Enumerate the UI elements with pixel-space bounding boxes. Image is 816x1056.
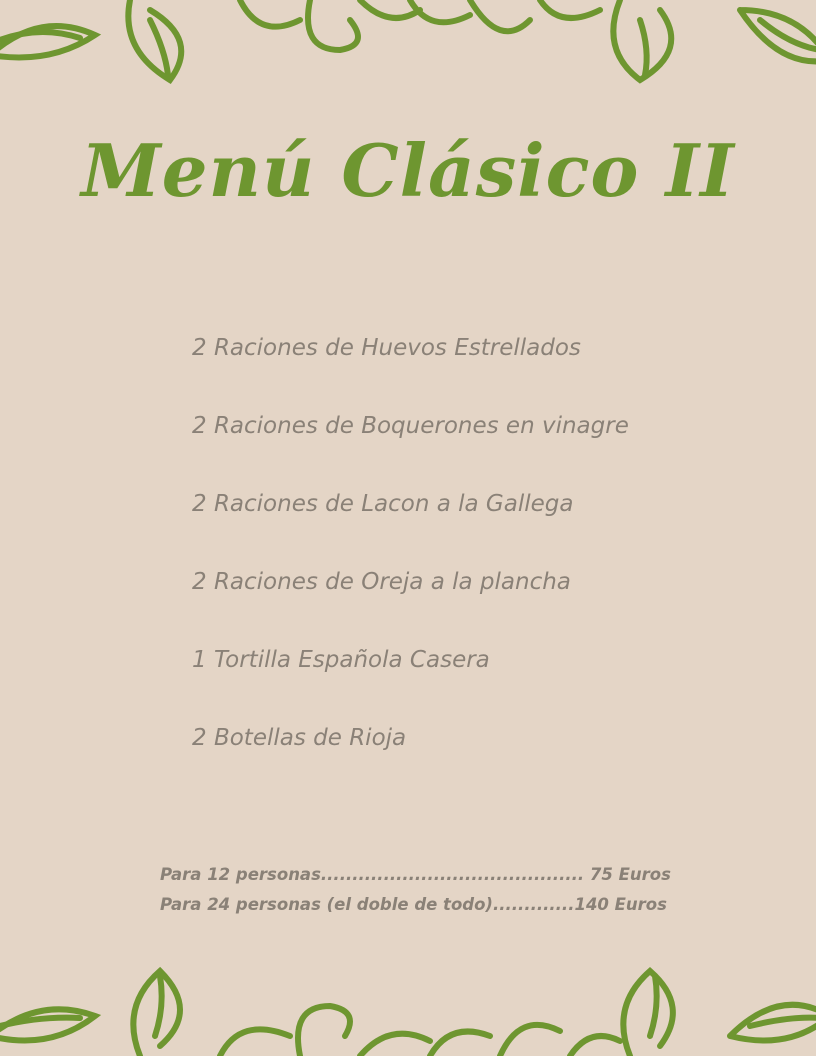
list-item: 2 Raciones de Huevos Estrellados <box>192 335 581 361</box>
top-leaf-ornament <box>0 0 816 110</box>
list-item: 2 Botellas de Rioja <box>192 725 407 751</box>
menu-title: Menú Clásico II <box>81 128 735 213</box>
price-section <box>160 860 671 920</box>
bottom-leaf-ornament <box>0 946 816 1056</box>
menu-items-list <box>192 328 629 796</box>
list-item: 1 Tortilla Española Casera <box>192 647 490 673</box>
price-line-12: Para 12 personas.......................................... 75 Euros <box>160 865 671 884</box>
list-item: 2 Raciones de Boquerones en vinagre <box>192 413 629 439</box>
price-line-24: Para 24 personas (el doble de todo).............140 Euros <box>160 895 667 914</box>
list-item: 2 Raciones de Lacon a la Gallega <box>192 491 574 517</box>
list-item: 2 Raciones de Oreja a la plancha <box>192 569 571 595</box>
